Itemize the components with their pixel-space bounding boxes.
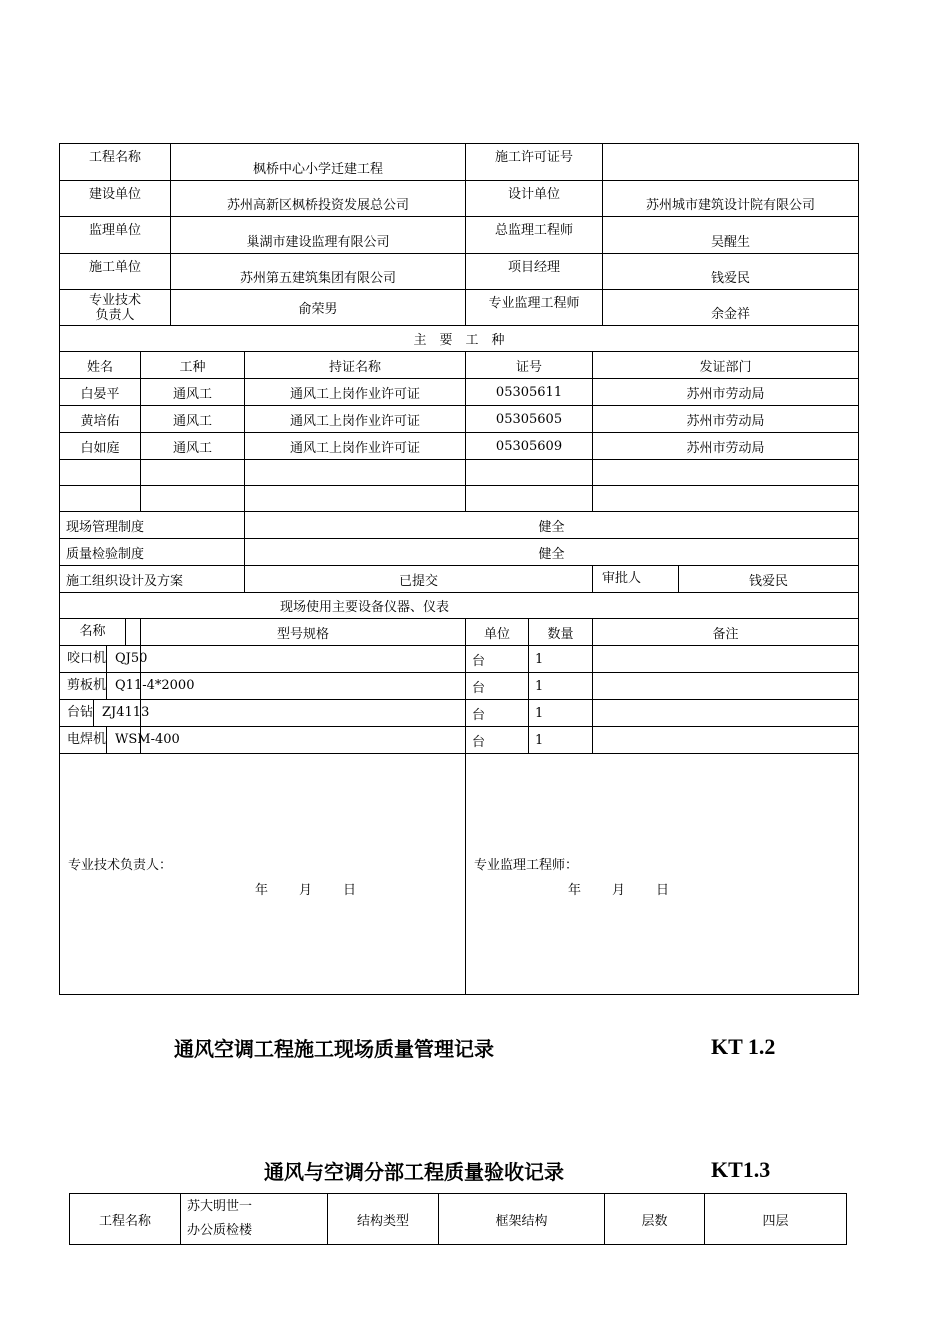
trades-header-cert-no: 证号	[466, 352, 593, 379]
worker-cert	[245, 460, 466, 486]
permit-no-label: 施工许可证号	[466, 144, 603, 181]
qc-value: 健全	[245, 539, 859, 566]
project-name-label: 工程名称	[60, 144, 171, 181]
month-label: 月	[612, 883, 626, 898]
equipment-name-cell	[60, 673, 195, 700]
kt13-table	[69, 1193, 847, 1245]
trades-header-row	[60, 352, 859, 379]
worker-issuer	[593, 460, 859, 486]
table-row	[60, 700, 859, 727]
equipment-name-cell	[60, 646, 148, 673]
approver-cell	[593, 566, 859, 593]
site-mgmt-label: 现场管理制度	[60, 512, 245, 539]
equipment-header-note: 备注	[593, 619, 859, 646]
table-row	[60, 673, 859, 700]
supervisor-signature-label: 专业监理工程师：	[474, 858, 579, 873]
equipment-title-row	[60, 593, 859, 619]
supervisor-signature-cell	[466, 754, 859, 995]
contractor-label: 施工单位	[60, 254, 171, 290]
plan-value	[245, 566, 593, 593]
worker-name: 白晏平	[60, 379, 141, 406]
equipment-model: ZJ4113	[102, 705, 150, 720]
tech-lead-signature-date	[255, 879, 387, 898]
worker-cert-no: 05305611	[466, 379, 593, 406]
worker-cert: 通风工上岗作业许可证	[245, 406, 466, 433]
equipment-model: QJ50	[115, 651, 148, 666]
site-mgmt-row	[60, 512, 859, 539]
supervisor-label: 监理单位	[60, 217, 171, 254]
equipment-header-cell	[60, 619, 141, 646]
plan-value-text: 已提交	[399, 573, 439, 589]
equipment-model-spacer	[141, 646, 466, 673]
kt13-row	[70, 1194, 847, 1245]
approver-value: 钱爱民	[749, 573, 789, 589]
site-quality-record-table	[59, 143, 859, 995]
worker-trade: 通风工	[141, 433, 245, 460]
worker-issuer: 苏州市劳动局	[593, 433, 859, 460]
year-label: 年	[255, 883, 269, 898]
spec-supervisor-label: 专业监理工程师	[466, 290, 603, 326]
equipment-header-unit: 单位	[466, 619, 529, 646]
kt13-code: KT1.3	[711, 1157, 771, 1182]
qc-row	[60, 539, 859, 566]
equipment-note	[593, 646, 859, 673]
equipment-unit: 台	[466, 646, 529, 673]
table-row	[60, 727, 859, 754]
designer-value: 苏州城市建筑设计院有限公司	[603, 181, 859, 217]
worker-issuer: 苏州市劳动局	[593, 406, 859, 433]
info-row-contractor	[60, 254, 859, 290]
day-label: 日	[343, 883, 357, 898]
chief-supervisor-label: 总监理工程师	[466, 217, 603, 254]
worker-cert-no	[466, 460, 593, 486]
equipment-qty: 1	[529, 727, 593, 754]
equipment-qty: 1	[529, 673, 593, 700]
worker-cert: 通风工上岗作业许可证	[245, 433, 466, 460]
kt13-floors-value: 四层	[705, 1194, 847, 1245]
tech-lead-signature-label: 专业技术负责人：	[68, 858, 173, 873]
table-row	[60, 379, 859, 406]
worker-trade	[141, 486, 245, 512]
tech-lead-label-line1: 专业技术	[89, 292, 142, 308]
project-name-value: 枫桥中心小学迁建工程	[171, 144, 466, 181]
equipment-note	[593, 727, 859, 754]
table-row	[60, 406, 859, 433]
info-row-tech-lead	[60, 290, 859, 326]
equipment-name: 剪板机	[60, 673, 107, 699]
equipment-model: WSM-400	[115, 732, 180, 747]
worker-name	[60, 486, 141, 512]
kt13-title: 通风与空调分部工程质量验收记录	[264, 1160, 564, 1184]
equipment-header-name: 名称	[60, 619, 126, 645]
kt13-floors-label: 层数	[605, 1194, 705, 1245]
kt13-project-line2: 办公质检楼	[187, 1223, 253, 1238]
worker-issuer: 苏州市劳动局	[593, 379, 859, 406]
kt13-project-line1: 苏大明世一	[187, 1199, 253, 1214]
kt12-title: 通风空调工程施工现场质量管理记录	[174, 1037, 494, 1061]
equipment-name-cell	[60, 700, 150, 727]
pm-value: 钱爱民	[603, 254, 859, 290]
tech-lead-label-line2: 负责人	[95, 307, 135, 323]
trades-section-title: 主 要 工 种	[60, 326, 859, 352]
site-mgmt-value: 健全	[245, 512, 859, 539]
info-row-project	[60, 144, 859, 181]
tech-lead-label	[60, 290, 171, 326]
table-row	[60, 646, 859, 673]
trades-header-name: 姓名	[60, 352, 141, 379]
worker-issuer	[593, 486, 859, 512]
equipment-name: 电焊机	[60, 727, 107, 753]
worker-trade: 通风工	[141, 406, 245, 433]
equipment-note	[593, 700, 859, 727]
worker-cert	[245, 486, 466, 512]
spec-supervisor-value: 余金祥	[603, 290, 859, 326]
supervisor-value: 巢湖市建设监理有限公司	[171, 217, 466, 254]
kt13-project-value	[181, 1194, 328, 1245]
supervisor-signature-date	[568, 879, 700, 898]
equipment-unit: 台	[466, 700, 529, 727]
worker-name: 白如庭	[60, 433, 141, 460]
worker-name	[60, 460, 141, 486]
equipment-note	[593, 673, 859, 700]
equipment-header-model: 型号规格	[141, 619, 466, 646]
info-row-supervisor	[60, 217, 859, 254]
trades-header-cert: 持证名称	[245, 352, 466, 379]
builder-value: 苏州高新区枫桥投资发展总公司	[171, 181, 466, 217]
contractor-value: 苏州第五建筑集团有限公司	[171, 254, 466, 290]
plan-label: 施工组织设计及方案	[60, 566, 245, 593]
designer-label: 设计单位	[466, 181, 603, 217]
equipment-model: Q11-4*2000	[115, 678, 195, 693]
equipment-name-cell	[60, 727, 180, 754]
month-label: 月	[299, 883, 313, 898]
equipment-header-qty: 数量	[529, 619, 593, 646]
pm-label: 项目经理	[466, 254, 603, 290]
equipment-unit: 台	[466, 727, 529, 754]
equipment-qty: 1	[529, 700, 593, 727]
chief-supervisor-value: 吴醒生	[603, 217, 859, 254]
table-row	[60, 433, 859, 460]
trades-header-issuer: 发证部门	[593, 352, 859, 379]
trades-title-row	[60, 326, 859, 352]
equipment-model-spacer	[141, 700, 466, 727]
table-row	[60, 486, 859, 512]
plan-row	[60, 566, 859, 593]
kt12-code: KT 1.2	[711, 1034, 776, 1059]
worker-name: 黄培佑	[60, 406, 141, 433]
equipment-name: 台钻	[60, 700, 94, 726]
equipment-qty: 1	[529, 646, 593, 673]
equipment-section-title: 现场使用主要设备仪器、仪表	[60, 593, 859, 619]
kt13-project-label: 工程名称	[70, 1194, 181, 1245]
tech-lead-signature-cell	[60, 754, 466, 995]
builder-label: 建设单位	[60, 181, 171, 217]
equipment-unit: 台	[466, 673, 529, 700]
year-label: 年	[568, 883, 582, 898]
tech-lead-value: 俞荣男	[171, 290, 466, 326]
qc-label: 质量检验制度	[60, 539, 245, 566]
worker-cert-no	[466, 486, 593, 512]
kt13-structure-label: 结构类型	[328, 1194, 439, 1245]
equipment-name: 咬口机	[60, 646, 107, 672]
equipment-header-row	[60, 619, 859, 646]
worker-cert-no: 05305605	[466, 406, 593, 433]
signature-row	[60, 754, 859, 995]
permit-no-value	[603, 144, 859, 181]
table-row	[60, 460, 859, 486]
approver-label: 审批人	[593, 566, 679, 592]
equipment-model-spacer	[141, 727, 466, 754]
worker-trade: 通风工	[141, 379, 245, 406]
info-row-builder	[60, 181, 859, 217]
worker-trade	[141, 460, 245, 486]
kt13-structure-value: 框架结构	[439, 1194, 605, 1245]
day-label: 日	[656, 883, 670, 898]
worker-cert-no: 05305609	[466, 433, 593, 460]
worker-cert: 通风工上岗作业许可证	[245, 379, 466, 406]
trades-header-trade: 工种	[141, 352, 245, 379]
